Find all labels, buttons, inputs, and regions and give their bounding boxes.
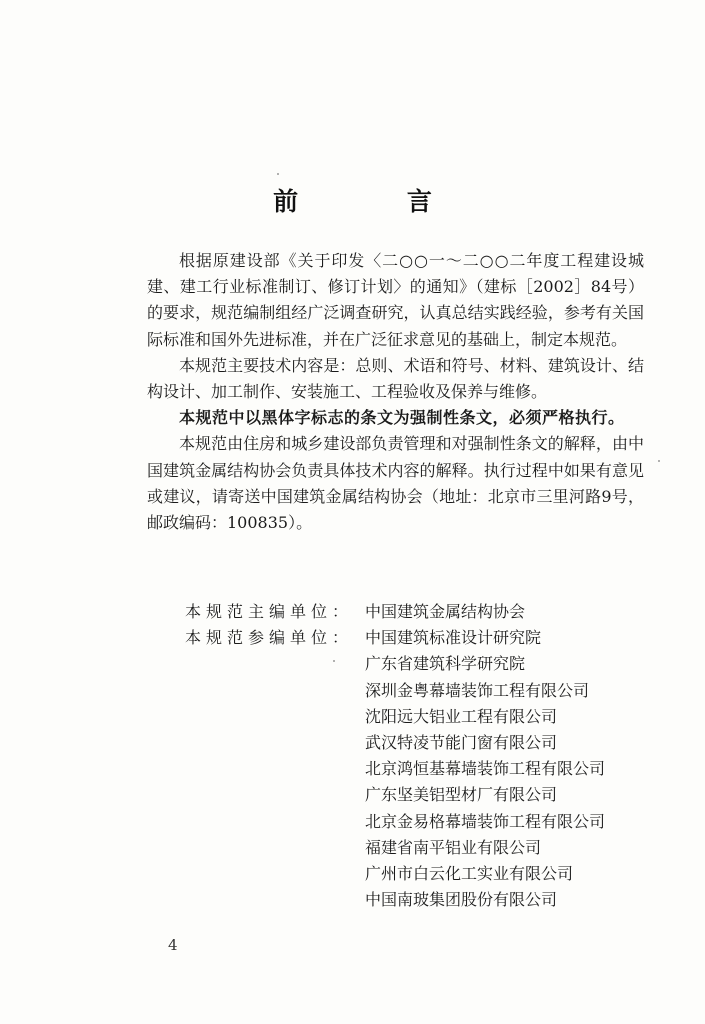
- scan-speck: [277, 173, 279, 175]
- participating-org: 深圳金粤幕墙装饰工程有限公司: [365, 680, 590, 700]
- participating-org: 广东坚美铝型材厂有限公司: [365, 785, 558, 805]
- scan-speck: [333, 660, 335, 662]
- paragraph-technical-content: 本规范主要技术内容是：总则、术语和符号、材料、建筑设计、结构设计、加工制作、安装施工、工程验收及保养与维修。: [147, 355, 644, 402]
- chief-editor-label: 本规范主编单位：: [185, 602, 354, 621]
- scan-speck: [658, 460, 660, 462]
- page-number: 4: [168, 936, 178, 954]
- participating-org: 武汉特凌节能门窗有限公司: [365, 732, 558, 752]
- preface-body: [147, 248, 644, 536]
- participating-org: 中国南玻集团股份有限公司: [365, 890, 558, 910]
- participating-org: 北京金易格幕墙装饰工程有限公司: [365, 811, 606, 831]
- participating-org: 中国建筑标准设计研究院: [365, 628, 542, 648]
- chief-editor-row: [185, 599, 605, 625]
- participating-org: 沈阳远大铝业工程有限公司: [365, 706, 558, 726]
- participating-row: [185, 625, 605, 913]
- participating-org: 北京鸿恒基幕墙装饰工程有限公司: [365, 759, 606, 779]
- page-title: 前 言: [273, 187, 482, 216]
- participating-label: 本规范参编单位：: [185, 628, 354, 648]
- paragraph-background: 根据原建设部《关于印发〈二○○一～二○○二年度工程建设城建、建工行业标准制订、修订计划〉的通知》（建标［2002］84号）的要求，规范编制组经广泛调查研究，认真总结实践经验，参考有关国际标准和国外先进标准，并在广泛征求意见的基础上，制定本规范。: [147, 251, 644, 349]
- participating-org: 福建省南平铝业有限公司: [365, 837, 542, 857]
- participating-org: 广东省建筑科学研究院: [365, 654, 526, 674]
- organizations-section: [185, 599, 605, 913]
- paragraph-management: 本规范由住房和城乡建设部负责管理和对强制性条文的解释，由中国建筑金属结构协会负责具体技术内容的解释。执行过程中如果有意见或建议，请寄送中国建筑金属结构协会（地址：北京市三里河路9号，邮政编码：100835）。: [147, 434, 644, 533]
- chief-editor-org: 中国建筑金属结构协会: [365, 602, 526, 621]
- participating-org: 广州市白云化工实业有限公司: [365, 863, 574, 883]
- participating-org-list: [365, 625, 605, 913]
- paragraph-mandatory-provisions: 本规范中以黑体字标志的条文为强制性条文，必须严格执行。: [179, 408, 625, 428]
